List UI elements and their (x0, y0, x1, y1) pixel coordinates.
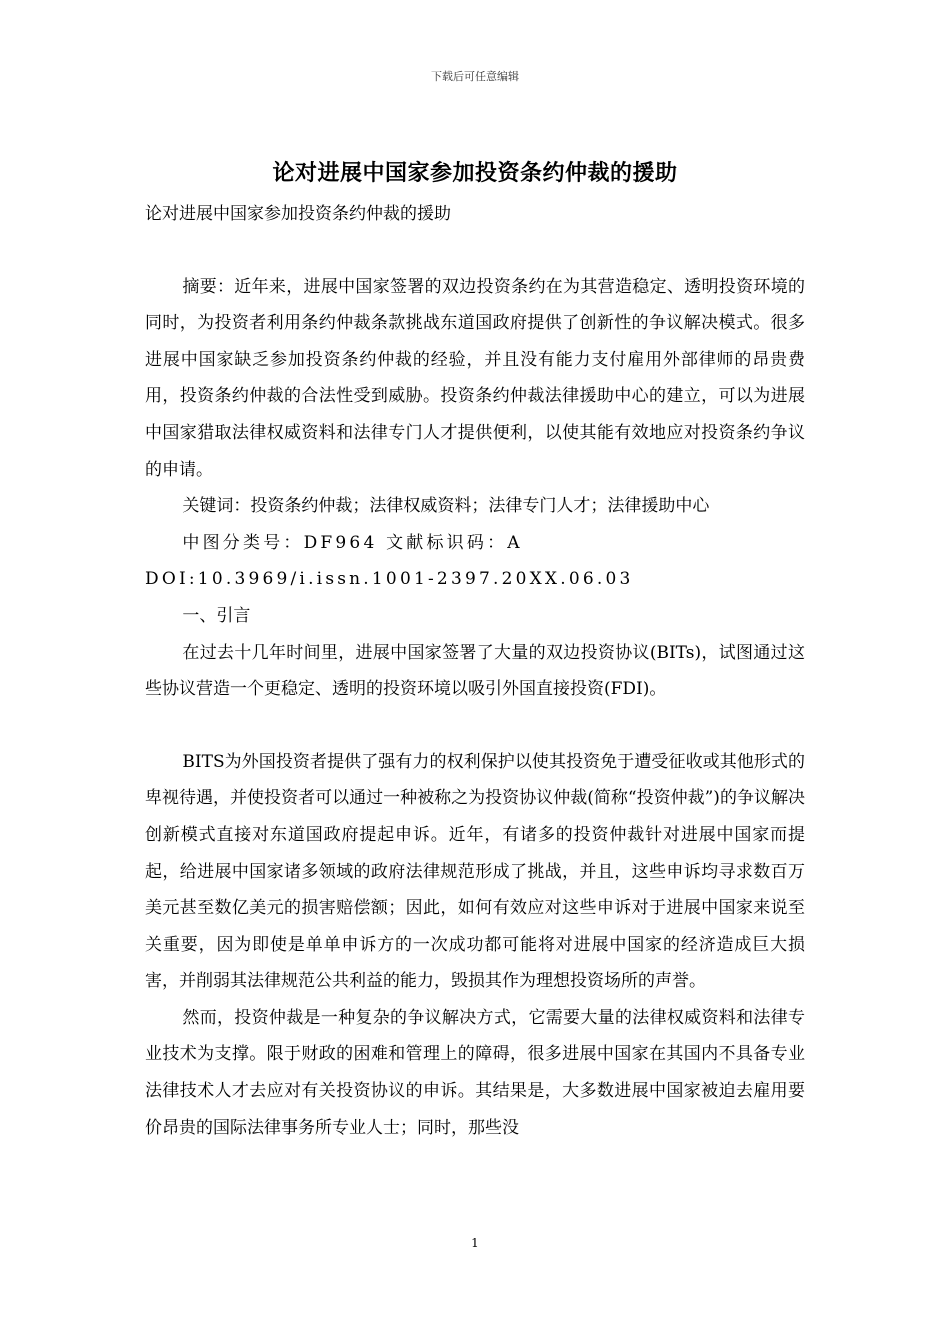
body-paragraph: 在过去十几年时间里，进展中国家签署了大量的双边投资协议(BITs)，试图通过这些协议营造一个更稳定、透明的投资环境以吸引外国直接投资(FDI)。 (145, 642, 805, 700)
body-paragraph: 然而，投资仲裁是一种复杂的争议解决方式，它需要大量的法律权威资料和法律专业技术为支撑。限于财政的困难和管理上的障碍，很多进展中国家在其国内不具备专业法律技术人才去应对有关投资协议的申诉。其结果是，大多数进展中国家被迫去雇用要价昂贵的国际法律事务所专业人士；同时，那些没 (145, 1007, 805, 1138)
body-paragraph: BITS为外国投资者提供了强有力的权利保护以使其投资免于遭受征收或其他形式的卑视待遇，并使投资者可以通过一种被称之为投资协议仲裁(简称“投资仲裁”)的争议解决创新模式直接对东道国政府提起申诉。近年，有诸多的投资仲裁针对进展中国家而提起，给进展中国家诸多领域的政府法律规范形成了挑战，并且，这些申诉均寻求数百万美元甚至数亿美元的损害赔偿额；因此，如何有效应对这些申诉对于进展中国家来说至关重要，因为即使是单单申诉方的一次成功都可能将对进展中国家的经济造成巨大损害，并削弱其法律规范公共利益的能力，毁损其作为理想投资场所的声誉。 (145, 751, 805, 992)
page-number: 1 (471, 1236, 479, 1250)
document-body (145, 196, 805, 1146)
document-title: 论对进展中国家参加投资条约仲裁的援助 (272, 161, 678, 186)
page-header: 下载后可任意编辑 (431, 70, 519, 83)
keywords-line: 关键词：投资条约仲裁；法律权威资料；法律专门人才；法律援助中心 (182, 496, 710, 517)
abstract-paragraph: 摘要：近年来，进展中国家签署的双边投资条约在为其营造稳定、透明投资环境的同时，为投资者利用条约仲裁条款挑战东道国政府提供了创新性的争议解决模式。很多进展中国家缺乏参加投资条约仲裁的经验，并且没有能力支付雇用外部律师的昂贵费用，投资条约仲裁的合法性受到威胁。投资条约仲裁法律援助中心的建立，可以为进展中国家猎取法律权威资料和法律专门人才提供便利，以使其能有效地应对投资条约争议的申请。 (145, 276, 805, 480)
spacer (145, 233, 805, 269)
classification-line: 中图分类号：DF964 文献标识码：A DOI:10.3969/i.issn.1001-2397.20XX.06.03 (145, 532, 634, 590)
spacer (145, 708, 805, 744)
subtitle: 论对进展中国家参加投资条约仲裁的援助 (145, 204, 451, 224)
section-heading: 一、引言 (182, 605, 251, 626)
